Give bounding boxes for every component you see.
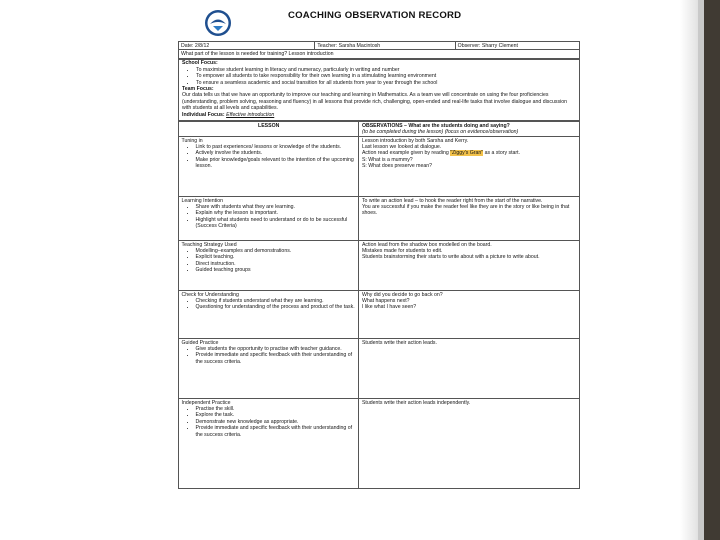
team-focus-text: Our data tells us that we have an opportunity to improve our teaching and learning in Mathematics. As a team we will concentrate on using the four proficiencies (understanding, problem solving, reasoning and fluency) in all lessons that provide rich, challenging, open-ended and real-life tasks that involve dialogue and discussion with students at all levels and capabilities. [182, 92, 567, 112]
school-crest-icon [204, 9, 232, 37]
row-heading: Guided Practice [181, 339, 219, 346]
focus-table [178, 59, 580, 121]
row-heading: Independent Practice [181, 399, 231, 406]
side-bar-dark [704, 0, 720, 540]
highlighted-text: "Ziggy's Gran" [450, 150, 484, 157]
focus-cell [179, 59, 580, 120]
row-heading: Teaching Strategy Used [181, 241, 237, 248]
observation-line: Lesson introduction by both Sarsha and Kerry. [361, 137, 469, 144]
lesson-cell [179, 291, 359, 339]
document-header [178, 5, 580, 41]
observation-cell [359, 241, 580, 291]
observations-header-note: (to be completed during the lesson) (focus on evidence/observation) [361, 129, 519, 136]
observations-column-header [359, 122, 580, 137]
row-bullets [182, 248, 356, 274]
lesson-table-header [179, 122, 580, 137]
row-bullet: • Explore the task. [196, 412, 356, 418]
observation-line: Action read example given by reading "Ziggy's Gran" as a story start. [361, 150, 521, 157]
meta-table [178, 41, 580, 59]
row-bullet: • Provide immediate and specific feedback with their understanding of the success criteria. [196, 425, 356, 438]
observation-line: You are successful if you make the reader feel like they are in the story or like being in that shoes. [361, 204, 570, 217]
row-bullet: • Actively involve the students. [196, 150, 356, 156]
observation-cell [359, 399, 580, 489]
observation-line: Students brainstorming their starts to write about with a picture to write about. [361, 254, 540, 261]
row-bullet: • Give students the opportunity to practise with teacher guidance. [196, 346, 356, 352]
lesson-cell [179, 241, 359, 291]
observer-cell: Observer: Sharry Clement [455, 42, 579, 50]
row-bullets [182, 298, 356, 311]
row-bullet: • Modelling–examples and demonstrations. [196, 248, 356, 254]
observation-line: Last lesson we looked at dialogue. [361, 144, 442, 151]
row-heading: Tuning in [181, 137, 203, 144]
row-bullet: • Explain why the lesson is important. [196, 210, 356, 216]
school-focus-list [182, 67, 576, 86]
row-bullet: • Checking if students understand what they are learning. [196, 298, 356, 304]
row-bullet: • Demonstrate new knowledge as appropriate. [196, 419, 356, 425]
lesson-row-check-understanding [179, 291, 580, 339]
team-focus-label: Team Focus: [182, 86, 214, 93]
lesson-row-guided-practice [179, 339, 580, 399]
observation-line: Why did you decide to go back on? [361, 291, 443, 298]
individual-focus-label: Individual Focus: [182, 111, 225, 118]
observation-line: Students write their action leads. [361, 339, 437, 346]
row-bullet: • Provide immediate and specific feedback with their understanding of the success criteria. [196, 352, 356, 365]
observation-line: To write an action lead – to hook the reader right from the start of the narrative. [361, 197, 543, 204]
row-bullet: • Make prior knowledge/goals relevant to the intention of the upcoming lesson. [196, 157, 356, 170]
observation-cell [359, 339, 580, 399]
slide-side-bar [680, 0, 720, 540]
row-bullet: • Explicit teaching. [196, 254, 356, 260]
row-bullet: • Link to past experiences/ lessons or knowledge of the students. [196, 144, 356, 150]
row-heading: Learning Intention [181, 197, 224, 204]
observation-cell [359, 197, 580, 241]
lesson-row-independent-practice [179, 399, 580, 489]
lesson-cell [179, 399, 359, 489]
observation-cell [359, 291, 580, 339]
row-bullets [182, 204, 356, 230]
school-focus-item: • To empower all students to take responsibility for their own learning in a stimulating learning environment [196, 73, 576, 79]
observation-cell [359, 137, 580, 197]
lesson-cell [179, 339, 359, 399]
row-bullet: • Questioning for understanding of the process and product of the task. [196, 304, 356, 310]
lesson-table [178, 121, 580, 489]
row-bullet: • Practise the skill. [196, 406, 356, 412]
row-bullet: • Highlight what students need to understand or do to be successful (Success Criteria) [196, 217, 356, 230]
observation-record-document [178, 5, 580, 540]
row-heading: Check for Understanding [181, 291, 239, 298]
teacher-cell: Teacher: Sarsha Macintosh [315, 42, 455, 50]
school-focus-item: • To maximise student learning in literacy and numeracy, particularly in writing and number [196, 67, 576, 73]
observation-line: Action lead from the shadow box modelled on the board. [361, 241, 492, 248]
row-bullet: • Guided teaching groups [196, 267, 356, 273]
individual-focus [182, 112, 576, 118]
observation-line: Mistakes made for students to edit. [361, 248, 443, 255]
observation-line: Students write their action leads independently. [361, 399, 471, 406]
row-bullets [182, 144, 356, 170]
row-bullet: • Share with students what they are learning. [196, 204, 356, 210]
row-bullets [182, 406, 356, 438]
school-focus-item: • To ensure a seamless academic and social transition for all students from year to year through the school [196, 80, 576, 86]
school-focus-label: School Focus: [182, 60, 218, 67]
lesson-cell [179, 197, 359, 241]
observation-line: S: What does preserve mean? [361, 163, 433, 170]
lesson-row-tuning-in [179, 137, 580, 197]
lesson-cell [179, 137, 359, 197]
observation-line: S: What is a mummy? [361, 156, 413, 163]
observation-line: I like what I have seen? [361, 304, 417, 311]
row-bullet: • Direct instruction. [196, 261, 356, 267]
focus-question-cell: What part of the lesson is needed for training? Lesson introduction [179, 50, 580, 58]
date-cell: Date: 2/8/12 [179, 42, 315, 50]
observations-header-title: OBSERVATIONS – What are the students doing and saying? [361, 122, 510, 129]
observation-line: What happens next? [361, 298, 410, 305]
row-bullets [182, 346, 356, 365]
lesson-row-teaching-strategy [179, 241, 580, 291]
lesson-column-header: LESSON [179, 122, 359, 137]
document-title: COACHING OBSERVATION RECORD [288, 10, 462, 21]
individual-focus-value: Effective introduction [226, 111, 275, 118]
lesson-row-learning-intention [179, 197, 580, 241]
